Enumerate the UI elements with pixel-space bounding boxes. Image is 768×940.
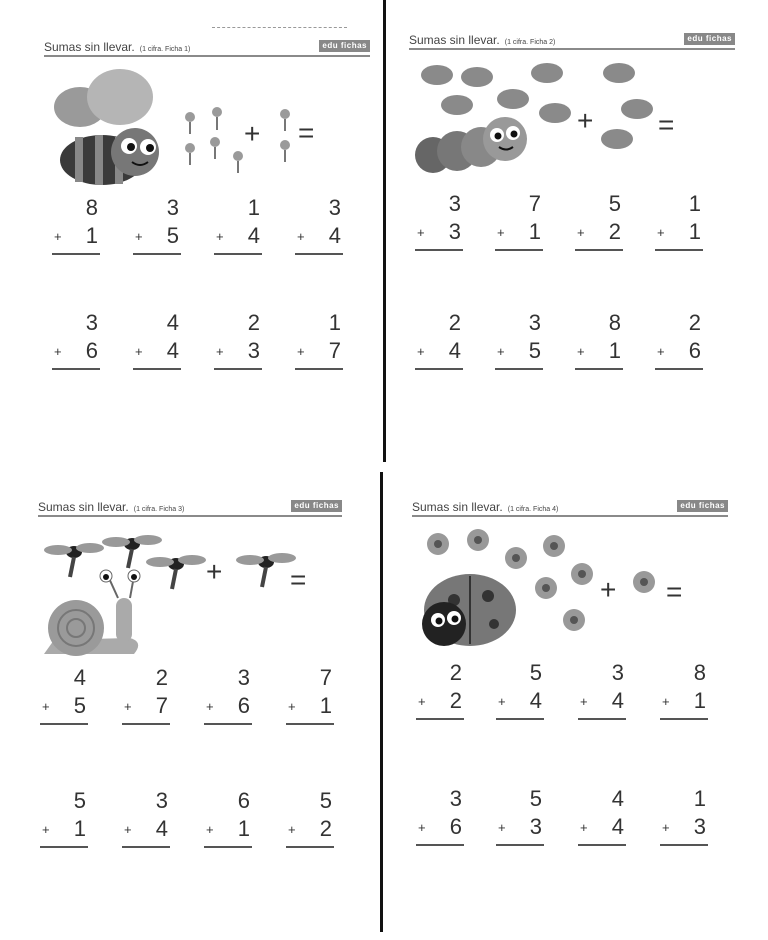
addition-problem: 3 + 5 xyxy=(133,195,193,259)
bee-flowers-illustration xyxy=(40,62,370,192)
addition-problem: 4 + 4 xyxy=(133,310,193,374)
addition-problem: 2 + 7 xyxy=(122,665,182,729)
addition-problem: 3 + 6 xyxy=(52,310,112,374)
dragonfly-icon xyxy=(44,535,296,589)
worksheet-1 xyxy=(40,40,370,480)
addition-problem: 5 + 3 xyxy=(496,786,556,850)
snail-icon xyxy=(44,570,140,656)
sheet-subtitle: (1 cifra. Ficha 4) xyxy=(507,506,559,513)
addition-problem: 3 + 5 xyxy=(495,310,555,374)
sheet-subtitle: (1 cifra. Ficha 2) xyxy=(504,39,556,46)
addition-problem: 7 + 1 xyxy=(286,665,346,729)
title-rule xyxy=(412,515,728,517)
worksheet-2 xyxy=(405,33,735,473)
addition-problem: 3 + 6 xyxy=(416,786,476,850)
addition-problem: 4 + 4 xyxy=(578,786,638,850)
vertical-divider-bottom xyxy=(380,472,383,932)
addition-problem: 3 + 4 xyxy=(578,660,638,724)
addition-problem: 2 + 3 xyxy=(214,310,274,374)
addition-problem: 2 + 2 xyxy=(416,660,476,724)
equals-sign: = xyxy=(658,109,675,140)
brand-logo: edu fichas xyxy=(677,500,728,512)
title-rule xyxy=(44,55,370,57)
addition-problem: 5 + 1 xyxy=(40,788,100,852)
addition-problem: 8 + 1 xyxy=(52,195,112,259)
ladybug-icon xyxy=(422,574,516,646)
sheet-subtitle: (1 cifra. Ficha 1) xyxy=(139,46,191,53)
brand-logo: edu fichas xyxy=(291,500,342,512)
equals-sign: = xyxy=(298,117,315,148)
title-rule xyxy=(38,515,342,517)
illustration-scene xyxy=(34,522,364,652)
sheet-subtitle: (1 cifra. Ficha 3) xyxy=(133,506,185,513)
addition-problem: 2 + 4 xyxy=(415,310,475,374)
sheet-title xyxy=(38,500,184,514)
plus-sign: + xyxy=(206,556,223,587)
addition-problem: 3 + 6 xyxy=(204,665,264,729)
addition-problem: 1 + 7 xyxy=(295,310,355,374)
sheet-title-text: Sumas sin llevar. xyxy=(38,500,129,514)
sheet-title xyxy=(412,500,558,514)
addition-problem: 3 + 4 xyxy=(295,195,355,259)
addition-problem: 5 + 2 xyxy=(286,788,346,852)
addition-problem: 3 + 4 xyxy=(122,788,182,852)
addition-problem: 5 + 2 xyxy=(575,191,635,255)
illustration-scene xyxy=(408,522,738,652)
sheet-title xyxy=(409,33,555,47)
caterpillar-icon xyxy=(415,117,527,173)
worksheet-3 xyxy=(34,500,364,940)
illustration-scene xyxy=(405,55,735,185)
dotted-line xyxy=(212,27,347,28)
addition-problem: 4 + 5 xyxy=(40,665,100,729)
sheet-title-text: Sumas sin llevar. xyxy=(412,500,503,514)
illustration-scene xyxy=(40,62,370,192)
vertical-divider-top xyxy=(383,0,386,462)
brand-logo: edu fichas xyxy=(684,33,735,45)
plus-sign: + xyxy=(244,118,261,149)
addition-problem: 1 + 4 xyxy=(214,195,274,259)
addition-problem: 3 + 3 xyxy=(415,191,475,255)
sheet-title-text: Sumas sin llevar. xyxy=(409,33,500,47)
snail-dragonflies-illustration xyxy=(34,522,364,662)
bee-icon xyxy=(54,69,159,185)
equals-sign: = xyxy=(290,564,307,595)
sheet-title xyxy=(44,40,190,54)
plus-sign: + xyxy=(577,105,594,136)
addition-problem: 8 + 1 xyxy=(660,660,720,724)
addition-problem: 8 + 1 xyxy=(575,310,635,374)
addition-problem: 5 + 4 xyxy=(496,660,556,724)
worksheet-4 xyxy=(408,500,738,940)
plus-sign: + xyxy=(600,574,617,605)
addition-problem: 1 + 3 xyxy=(660,786,720,850)
brand-logo: edu fichas xyxy=(319,40,370,52)
equals-sign: = xyxy=(666,576,683,607)
caterpillar-butterflies-illustration xyxy=(405,55,735,185)
sheet-title-text: Sumas sin llevar. xyxy=(44,40,135,54)
addition-problem: 7 + 1 xyxy=(495,191,555,255)
addition-problem: 1 + 1 xyxy=(655,191,715,255)
flower-icon xyxy=(185,107,290,173)
ladybug-flowers-illustration xyxy=(408,522,738,652)
title-rule xyxy=(409,48,735,50)
addition-problem: 6 + 1 xyxy=(204,788,264,852)
addition-problem: 2 + 6 xyxy=(655,310,715,374)
